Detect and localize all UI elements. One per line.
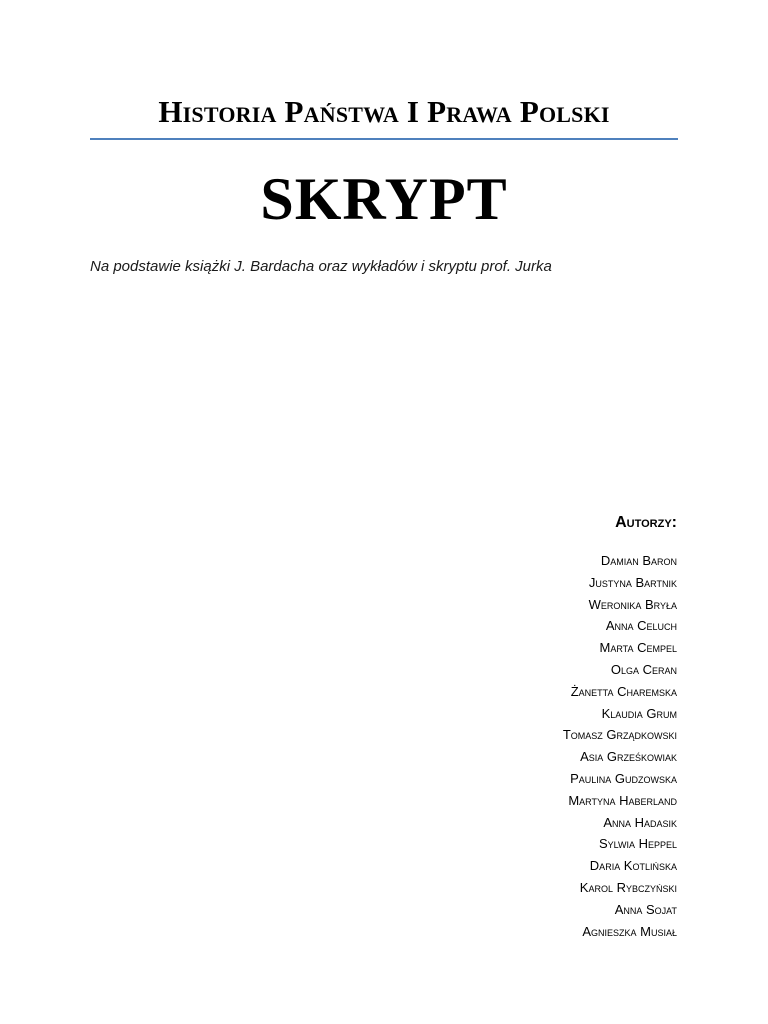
author-name: Anna Sojat — [614, 901, 677, 917]
author-name: Justyna Bartnik — [588, 574, 677, 590]
document-subtitle: Na podstawie książki J. Bardacha oraz wykładów i skryptu prof. Jurka — [90, 258, 552, 275]
author-name: Daria Kotlińska — [589, 858, 677, 874]
document-heading: SKRYPT — [260, 166, 508, 232]
author-name: Damian Baron — [600, 553, 677, 568]
author-name: Marta Cempel — [599, 640, 677, 656]
author-name: Paulina Gudzowska — [570, 770, 677, 786]
title-underline-rule — [90, 138, 678, 140]
document-title: Historia Państwa I Prawa Polski — [158, 94, 610, 129]
authors-heading: Autorzy: — [615, 514, 677, 531]
author-name: Anna Hadasik — [603, 814, 677, 830]
author-name: Weronika Bryła — [588, 596, 677, 612]
author-name: Olga Ceran — [610, 661, 677, 677]
author-name: Agnieszka Musiał — [582, 923, 677, 939]
author-name: Klaudia Grum — [601, 705, 677, 721]
author-name: Karol Rybczyński — [579, 879, 677, 895]
author-name: Żanetta Charemska — [570, 683, 677, 699]
author-name: Asia Grześkowiak — [580, 749, 677, 765]
author-list — [357, 550, 677, 942]
authors-section — [357, 510, 677, 942]
author-name: Martyna Haberland — [568, 792, 677, 808]
author-name: Tomasz Grządkowski — [562, 727, 677, 743]
author-name: Sylwia Heppel — [598, 836, 677, 852]
author-name: Anna Celuch — [605, 618, 677, 634]
